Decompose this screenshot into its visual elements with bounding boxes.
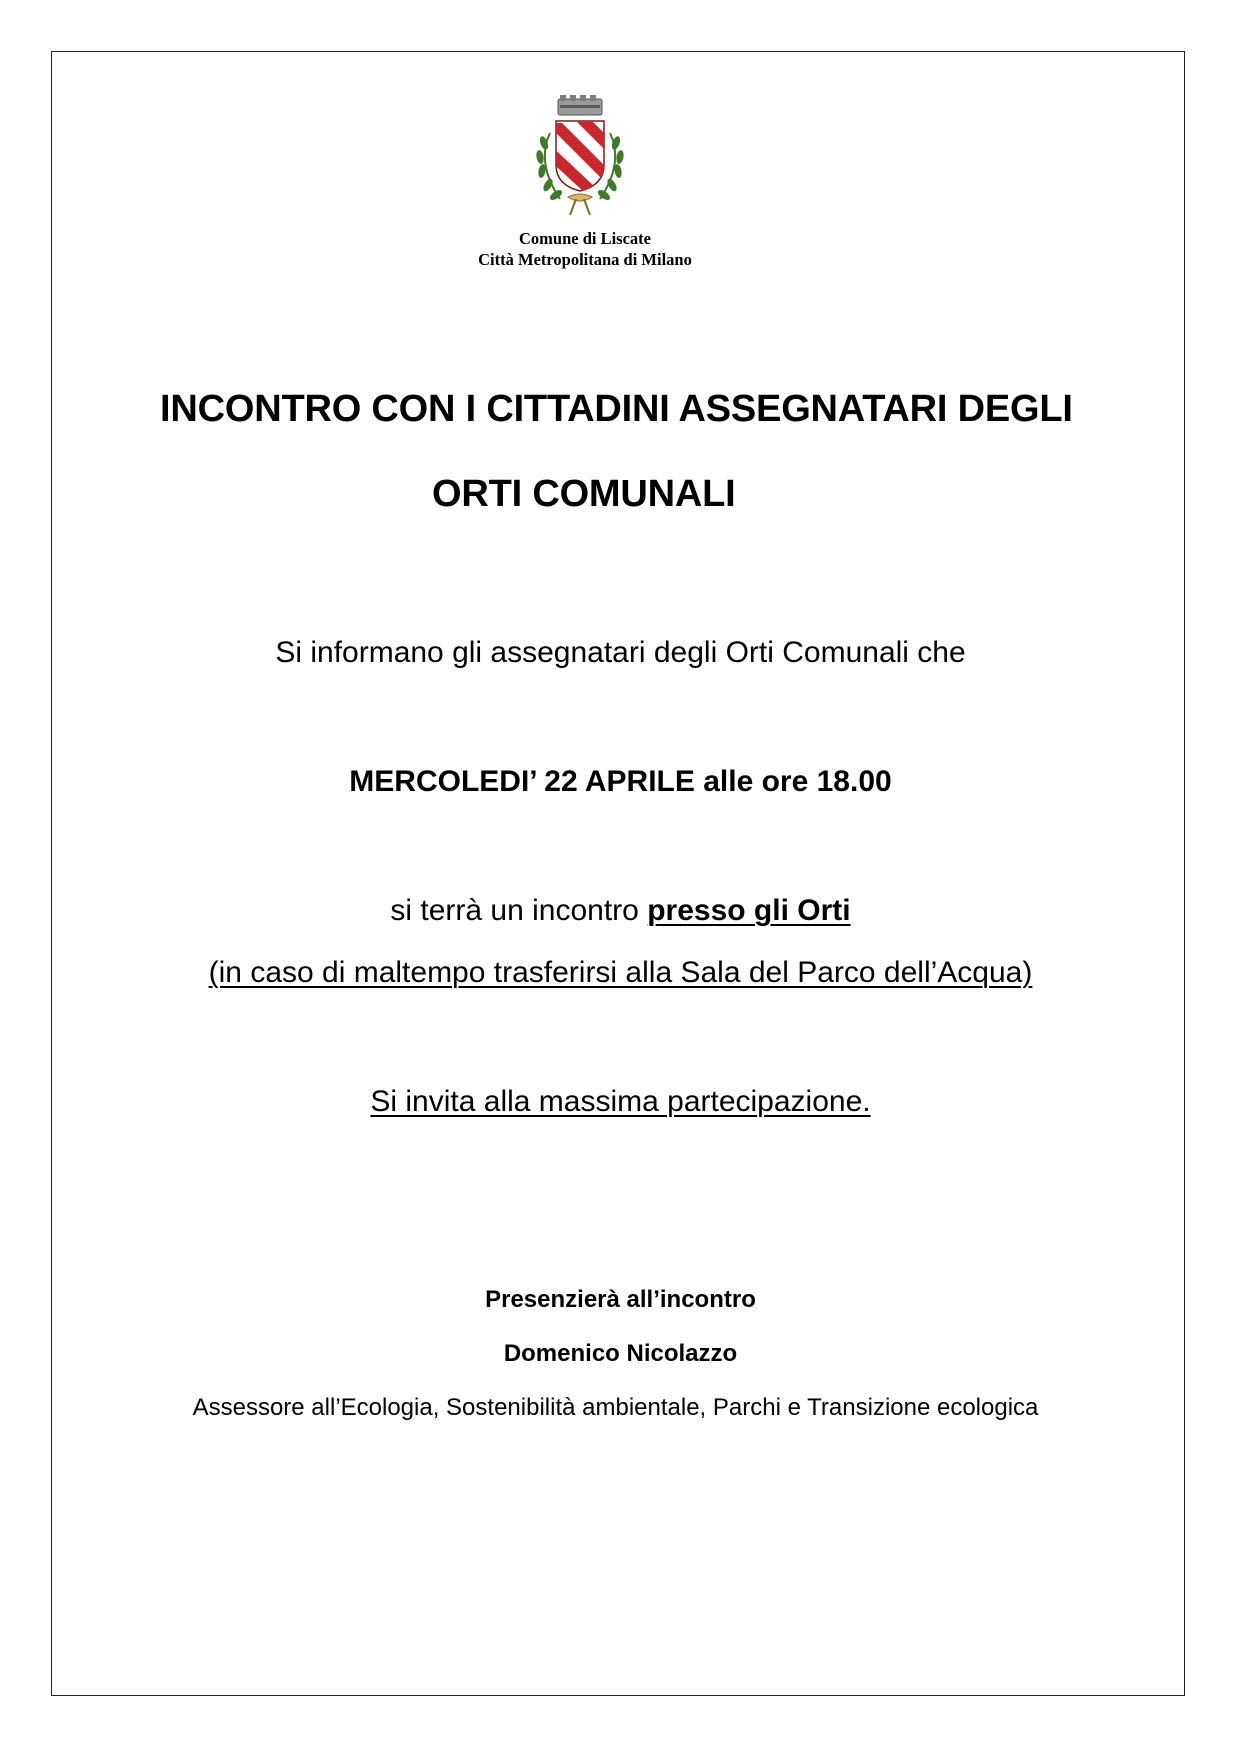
invite-text: Si invita alla massima partecipazione. xyxy=(370,1085,871,1118)
ribbon-bow-icon xyxy=(568,194,592,215)
metropolitan-city-name: Città Metropolitana di Milano xyxy=(478,250,692,269)
mural-crown-icon xyxy=(558,95,602,115)
meeting-prefix: si terrà un incontro xyxy=(390,894,648,927)
presence-label: Presenzierà all’incontro xyxy=(485,1286,756,1313)
page-border xyxy=(51,51,1185,1696)
coat-of-arms-crest xyxy=(516,93,644,221)
intro-text: Si informano gli assegnatari degli Orti Comunali che xyxy=(275,636,966,669)
title-line-1: INCONTRO CON I CITTADINI ASSEGNATARI DEGLI xyxy=(160,388,1073,430)
title-line-2: ORTI COMUNALI xyxy=(432,473,736,515)
assessor-name: Domenico Nicolazzo xyxy=(503,1340,738,1367)
date-time: MERCOLEDI’ 22 APRILE alle ore 18.00 xyxy=(349,765,892,798)
meeting-line xyxy=(0,894,1241,928)
municipality-name: Comune di Liscate xyxy=(519,229,651,248)
weather-note: (in caso di maltempo trasferirsi alla Sala del Parco dell’Acqua) xyxy=(208,956,1033,989)
meeting-place: presso gli Orti xyxy=(647,894,851,927)
assessor-role: Assessore all’Ecologia, Sostenibilità ambientale, Parchi e Transizione ecologica xyxy=(192,1394,1039,1421)
